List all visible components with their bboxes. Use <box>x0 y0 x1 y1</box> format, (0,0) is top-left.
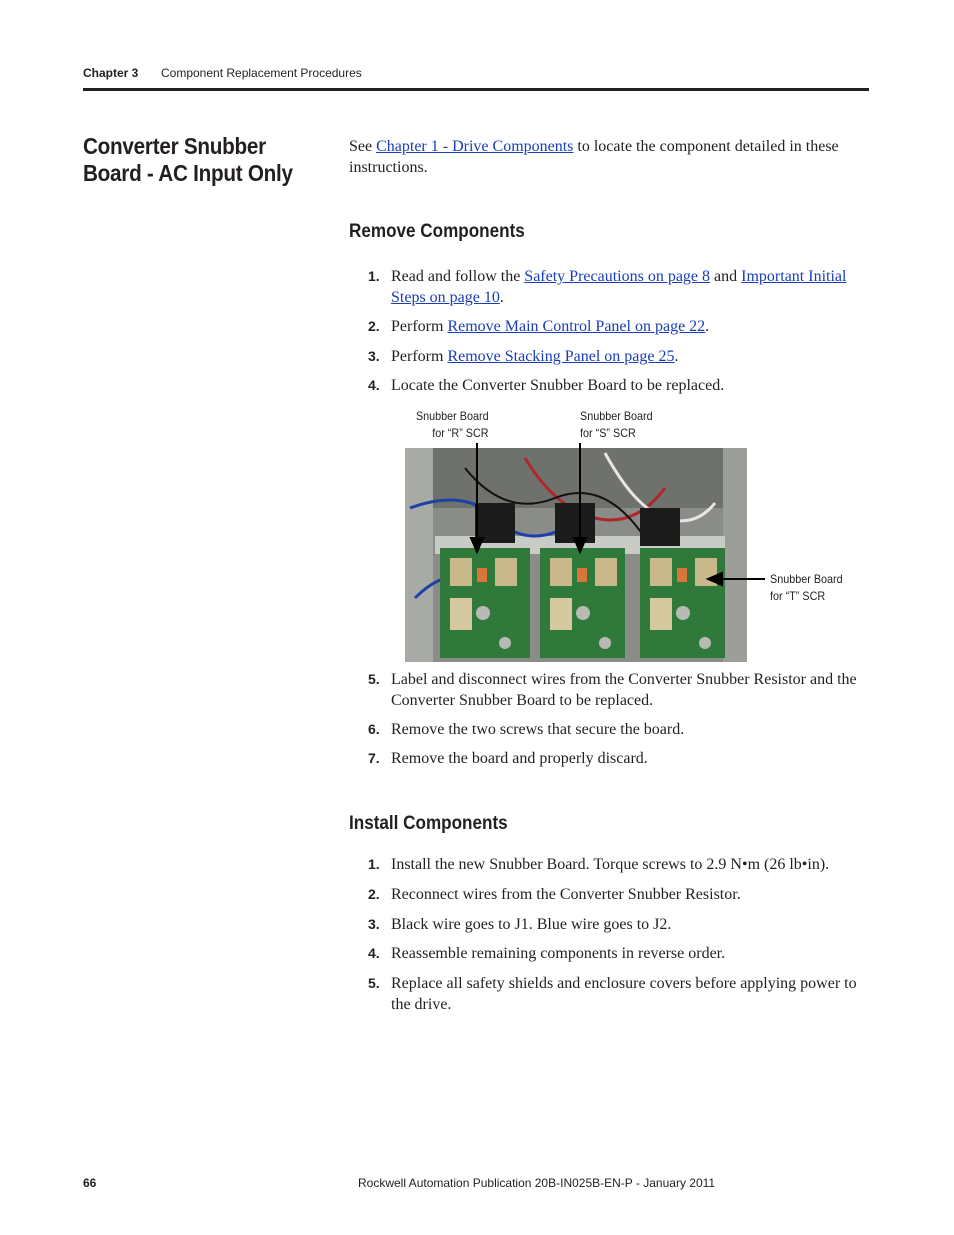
install-components-heading: Install Components <box>349 813 508 834</box>
snubber-board-photo <box>405 448 747 662</box>
section-title: Converter Snubber Board - AC Input Only <box>83 133 293 186</box>
intro-paragraph: See Chapter 1 - Drive Components to locate the component detailed in these instructions. <box>349 138 839 176</box>
important-initial-steps-link[interactable]: Important Initial Steps on page 10 <box>391 268 847 306</box>
chapter-title: Component Replacement Procedures <box>161 66 362 80</box>
running-header <box>83 66 869 80</box>
remove-components-heading: Remove Components <box>349 221 525 242</box>
callout-s-scr: Snubber Board for “S” SCR <box>580 409 653 440</box>
chapter-1-link[interactable]: Chapter 1 - Drive Components <box>376 138 574 155</box>
callout-r-scr: Snubber Board for “R” SCR <box>415 409 489 440</box>
publication-info: Rockwell Automation Publication 20B-IN025B-EN-P - January 2011 <box>358 1176 716 1190</box>
remove-main-control-panel-link[interactable]: Remove Main Control Panel on page 22 <box>447 318 706 335</box>
chapter-label: Chapter 3 <box>83 66 139 80</box>
safety-precautions-link[interactable]: Safety Precautions on page 8 <box>524 268 711 285</box>
callout-t-scr: Snubber Board for “T” SCR <box>770 572 843 603</box>
page-number: 66 <box>83 1176 97 1190</box>
header-rule <box>83 88 869 91</box>
remove-stacking-panel-link[interactable]: Remove Stacking Panel on page 25 <box>447 348 675 365</box>
